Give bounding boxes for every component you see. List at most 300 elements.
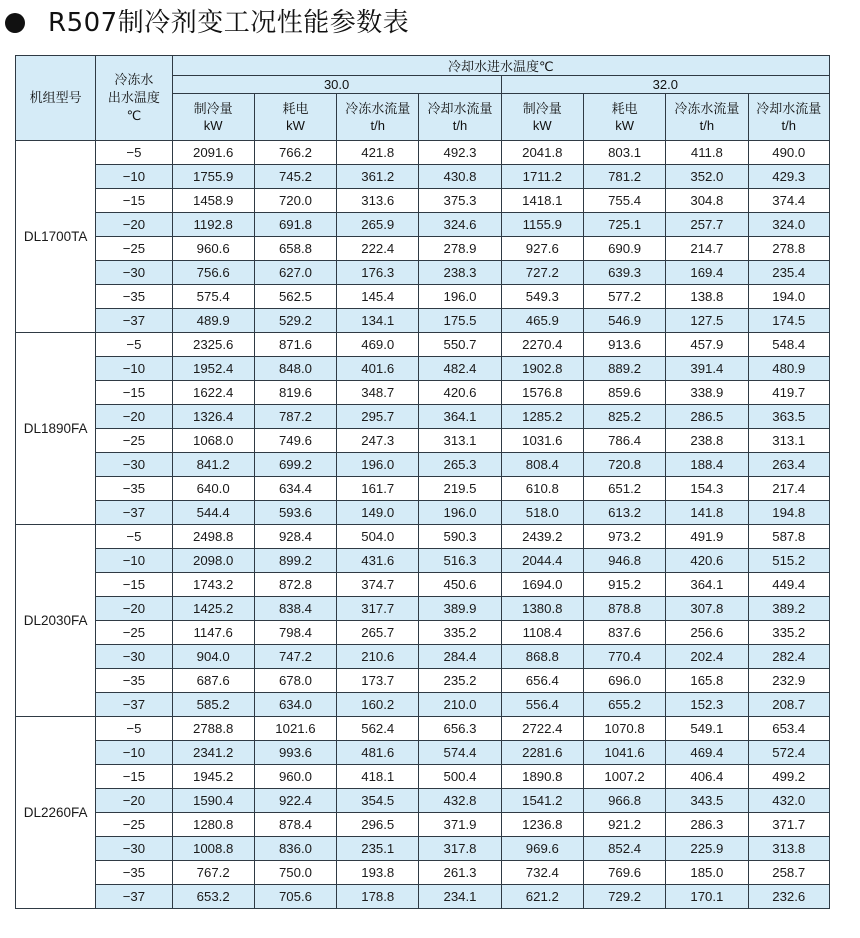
value-cell: 348.7 (337, 381, 419, 405)
value-cell: 515.2 (748, 549, 829, 573)
table-row (16, 669, 830, 693)
value-cell: 2325.6 (172, 333, 254, 357)
value-cell: 421.8 (337, 141, 419, 165)
value-cell: 913.6 (583, 333, 665, 357)
value-cell: 154.3 (666, 477, 748, 501)
value-cell: 2281.6 (501, 741, 583, 765)
chilled-temp-cell: −35 (96, 861, 172, 885)
value-cell: 420.6 (666, 549, 748, 573)
column-header (172, 94, 254, 141)
value-cell: 1622.4 (172, 381, 254, 405)
value-cell: 145.4 (337, 285, 419, 309)
value-cell: 364.1 (666, 573, 748, 597)
bullet-icon (5, 13, 25, 33)
table-row (16, 813, 830, 837)
value-cell: 202.4 (666, 645, 748, 669)
value-cell: 634.0 (254, 693, 336, 717)
value-cell: 469.4 (666, 741, 748, 765)
value-cell: 1285.2 (501, 405, 583, 429)
value-cell: 431.6 (337, 549, 419, 573)
value-cell: 720.8 (583, 453, 665, 477)
value-cell: 500.4 (419, 765, 501, 789)
value-cell: 481.6 (337, 741, 419, 765)
table-row (16, 381, 830, 405)
value-cell: 767.2 (172, 861, 254, 885)
table-row (16, 549, 830, 573)
value-cell: 317.7 (337, 597, 419, 621)
value-cell: 235.2 (419, 669, 501, 693)
chilled-temp-cell: −20 (96, 405, 172, 429)
value-cell: 960.6 (172, 237, 254, 261)
chilled-temp-cell: −5 (96, 333, 172, 357)
value-cell: 549.3 (501, 285, 583, 309)
value-cell: 966.8 (583, 789, 665, 813)
value-cell: 499.2 (748, 765, 829, 789)
value-cell: 286.5 (666, 405, 748, 429)
value-cell: 556.4 (501, 693, 583, 717)
value-cell: 613.2 (583, 501, 665, 525)
value-cell: 134.1 (337, 309, 419, 333)
value-cell: 1743.2 (172, 573, 254, 597)
table-row (16, 597, 830, 621)
value-cell: 690.9 (583, 237, 665, 261)
value-cell: 878.4 (254, 813, 336, 837)
value-cell: 687.6 (172, 669, 254, 693)
value-cell: 1945.2 (172, 765, 254, 789)
value-cell: 518.0 (501, 501, 583, 525)
value-cell: 430.8 (419, 165, 501, 189)
table-row (16, 237, 830, 261)
value-cell: 1007.2 (583, 765, 665, 789)
value-cell: 651.2 (583, 477, 665, 501)
value-cell: 352.0 (666, 165, 748, 189)
value-cell: 375.3 (419, 189, 501, 213)
value-cell: 295.7 (337, 405, 419, 429)
column-header (748, 94, 829, 141)
value-cell: 655.2 (583, 693, 665, 717)
column-header-name: 耗电 (611, 101, 638, 116)
value-cell: 2041.8 (501, 141, 583, 165)
table-row (16, 333, 830, 357)
value-cell: 725.1 (583, 213, 665, 237)
value-cell: 420.6 (419, 381, 501, 405)
value-cell: 960.0 (254, 765, 336, 789)
chilled-temp-cell: −5 (96, 525, 172, 549)
table-header (16, 56, 830, 141)
table-row (16, 741, 830, 765)
value-cell: 234.1 (419, 885, 501, 909)
chilled-temp-cell: −37 (96, 693, 172, 717)
chilled-temp-cell: −5 (96, 141, 172, 165)
value-cell: 658.8 (254, 237, 336, 261)
value-cell: 307.8 (666, 597, 748, 621)
value-cell: 848.0 (254, 357, 336, 381)
value-cell: 678.0 (254, 669, 336, 693)
value-cell: 232.6 (748, 885, 829, 909)
value-cell: 756.6 (172, 261, 254, 285)
value-cell: 562.5 (254, 285, 336, 309)
table-row (16, 789, 830, 813)
value-cell: 786.4 (583, 429, 665, 453)
value-cell: 364.1 (419, 405, 501, 429)
table-row (16, 717, 830, 741)
column-header-unit: t/h (370, 118, 385, 133)
value-cell: 1694.0 (501, 573, 583, 597)
value-cell: 284.4 (419, 645, 501, 669)
performance-table (15, 55, 830, 909)
value-cell: 343.5 (666, 789, 748, 813)
value-cell: 878.8 (583, 597, 665, 621)
value-cell: 174.5 (748, 309, 829, 333)
value-cell: 504.0 (337, 525, 419, 549)
value-cell: 516.3 (419, 549, 501, 573)
value-cell: 1192.8 (172, 213, 254, 237)
value-cell: 798.4 (254, 621, 336, 645)
value-cell: 127.5 (666, 309, 748, 333)
table-row (16, 141, 830, 165)
table-row (16, 189, 830, 213)
value-cell: 1380.8 (501, 597, 583, 621)
value-cell: 361.2 (337, 165, 419, 189)
value-cell: 656.4 (501, 669, 583, 693)
chilled-temp-cell: −30 (96, 837, 172, 861)
value-cell: 391.4 (666, 357, 748, 381)
column-header-name: 冷冻水流量 (674, 101, 740, 116)
value-cell: 278.9 (419, 237, 501, 261)
value-cell: 196.0 (337, 453, 419, 477)
value-cell: 208.7 (748, 693, 829, 717)
value-cell: 836.0 (254, 837, 336, 861)
value-cell: 188.4 (666, 453, 748, 477)
model-column-header: 机组型号 (16, 56, 96, 141)
table-row (16, 285, 830, 309)
value-cell: 141.8 (666, 501, 748, 525)
value-cell: 770.4 (583, 645, 665, 669)
value-cell: 406.4 (666, 765, 748, 789)
value-cell: 173.7 (337, 669, 419, 693)
chilled-temp-header-line3: ℃ (126, 108, 142, 123)
column-header-name: 冷却水流量 (427, 101, 493, 116)
value-cell: 889.2 (583, 357, 665, 381)
value-cell: 338.9 (666, 381, 748, 405)
value-cell: 263.4 (748, 453, 829, 477)
value-cell: 313.1 (419, 429, 501, 453)
value-cell: 170.1 (666, 885, 748, 909)
value-cell: 238.3 (419, 261, 501, 285)
value-cell: 1108.4 (501, 621, 583, 645)
chilled-temp-cell: −15 (96, 765, 172, 789)
value-cell: 1147.6 (172, 621, 254, 645)
value-cell: 152.3 (666, 693, 748, 717)
value-cell: 562.4 (337, 717, 419, 741)
value-cell: 282.4 (748, 645, 829, 669)
table-row (16, 837, 830, 861)
table-row (16, 525, 830, 549)
value-cell: 432.8 (419, 789, 501, 813)
value-cell: 176.3 (337, 261, 419, 285)
value-cell: 838.4 (254, 597, 336, 621)
value-cell: 313.6 (337, 189, 419, 213)
value-cell: 572.4 (748, 741, 829, 765)
column-header (666, 94, 748, 141)
value-cell: 803.1 (583, 141, 665, 165)
value-cell: 808.4 (501, 453, 583, 477)
value-cell: 169.4 (666, 261, 748, 285)
chilled-temp-cell: −15 (96, 381, 172, 405)
value-cell: 490.0 (748, 141, 829, 165)
value-cell: 257.7 (666, 213, 748, 237)
chilled-temp-cell: −10 (96, 165, 172, 189)
value-cell: 194.0 (748, 285, 829, 309)
table-row (16, 213, 830, 237)
value-cell: 1236.8 (501, 813, 583, 837)
value-cell: 1155.9 (501, 213, 583, 237)
column-header (337, 94, 419, 141)
value-cell: 261.3 (419, 861, 501, 885)
value-cell: 480.9 (748, 357, 829, 381)
value-cell: 585.2 (172, 693, 254, 717)
value-cell: 1280.8 (172, 813, 254, 837)
column-header (583, 94, 665, 141)
value-cell: 165.8 (666, 669, 748, 693)
value-cell: 1418.1 (501, 189, 583, 213)
value-cell: 755.4 (583, 189, 665, 213)
value-cell: 419.7 (748, 381, 829, 405)
value-cell: 2788.8 (172, 717, 254, 741)
column-header-name: 制冷量 (522, 101, 562, 116)
chilled-temp-column-header (96, 56, 172, 141)
column-header-unit: kW (203, 118, 223, 133)
value-cell: 915.2 (583, 573, 665, 597)
value-cell: 653.2 (172, 885, 254, 909)
table-row (16, 501, 830, 525)
value-cell: 2044.4 (501, 549, 583, 573)
value-cell: 278.8 (748, 237, 829, 261)
value-cell: 389.2 (748, 597, 829, 621)
value-cell: 705.6 (254, 885, 336, 909)
value-cell: 921.2 (583, 813, 665, 837)
value-cell: 1711.2 (501, 165, 583, 189)
value-cell: 1755.9 (172, 165, 254, 189)
value-cell: 993.6 (254, 741, 336, 765)
table-row (16, 405, 830, 429)
value-cell: 610.8 (501, 477, 583, 501)
value-cell: 2341.2 (172, 741, 254, 765)
chilled-temp-cell: −25 (96, 237, 172, 261)
value-cell: 2439.2 (501, 525, 583, 549)
value-cell: 868.8 (501, 645, 583, 669)
value-cell: 185.0 (666, 861, 748, 885)
group-header-30: 30.0 (172, 76, 501, 94)
value-cell: 265.7 (337, 621, 419, 645)
value-cell: 549.1 (666, 717, 748, 741)
chilled-temp-cell: −30 (96, 453, 172, 477)
value-cell: 193.8 (337, 861, 419, 885)
value-cell: 411.8 (666, 141, 748, 165)
table-row (16, 429, 830, 453)
value-cell: 732.4 (501, 861, 583, 885)
value-cell: 1008.8 (172, 837, 254, 861)
value-cell: 161.7 (337, 477, 419, 501)
column-header-unit: kW (615, 118, 634, 133)
value-cell: 324.6 (419, 213, 501, 237)
table-row (16, 765, 830, 789)
chilled-temp-cell: −35 (96, 669, 172, 693)
chilled-temp-cell: −25 (96, 621, 172, 645)
table-row (16, 309, 830, 333)
value-cell: 1031.6 (501, 429, 583, 453)
table-body (16, 141, 830, 909)
value-cell: 640.0 (172, 477, 254, 501)
column-header-unit: kW (286, 118, 305, 133)
title-row (0, 0, 860, 46)
value-cell: 841.2 (172, 453, 254, 477)
chilled-temp-cell: −10 (96, 549, 172, 573)
value-cell: 138.8 (666, 285, 748, 309)
value-cell: 2091.6 (172, 141, 254, 165)
value-cell: 222.4 (337, 237, 419, 261)
value-cell: 696.0 (583, 669, 665, 693)
value-cell: 401.6 (337, 357, 419, 381)
value-cell: 819.6 (254, 381, 336, 405)
value-cell: 590.3 (419, 525, 501, 549)
value-cell: 296.5 (337, 813, 419, 837)
value-cell: 769.6 (583, 861, 665, 885)
column-header-unit: kW (532, 118, 552, 133)
column-header-unit: t/h (699, 118, 715, 133)
value-cell: 639.3 (583, 261, 665, 285)
value-cell: 1070.8 (583, 717, 665, 741)
chilled-temp-cell: −25 (96, 813, 172, 837)
value-cell: 750.0 (254, 861, 336, 885)
value-cell: 238.8 (666, 429, 748, 453)
value-cell: 335.2 (748, 621, 829, 645)
value-cell: 922.4 (254, 789, 336, 813)
value-cell: 781.2 (583, 165, 665, 189)
value-cell: 235.1 (337, 837, 419, 861)
model-cell: DL2030FA (16, 525, 96, 717)
value-cell: 354.5 (337, 789, 419, 813)
value-cell: 371.9 (419, 813, 501, 837)
value-cell: 247.3 (337, 429, 419, 453)
table-row (16, 453, 830, 477)
value-cell: 194.8 (748, 501, 829, 525)
value-cell: 450.6 (419, 573, 501, 597)
value-cell: 418.1 (337, 765, 419, 789)
value-cell: 265.3 (419, 453, 501, 477)
value-cell: 1326.4 (172, 405, 254, 429)
value-cell: 449.4 (748, 573, 829, 597)
value-cell: 1041.6 (583, 741, 665, 765)
value-cell: 2722.4 (501, 717, 583, 741)
value-cell: 1576.8 (501, 381, 583, 405)
value-cell: 787.2 (254, 405, 336, 429)
value-cell: 210.0 (419, 693, 501, 717)
value-cell: 363.5 (748, 405, 829, 429)
table-row (16, 165, 830, 189)
table-row (16, 477, 830, 501)
chilled-temp-header-line2: 出水温度 (107, 90, 160, 105)
value-cell: 175.5 (419, 309, 501, 333)
value-cell: 593.6 (254, 501, 336, 525)
column-header (419, 94, 501, 141)
value-cell: 374.7 (337, 573, 419, 597)
value-cell: 747.2 (254, 645, 336, 669)
value-cell: 550.7 (419, 333, 501, 357)
column-header-name: 制冷量 (193, 101, 233, 116)
value-cell: 429.3 (748, 165, 829, 189)
value-cell: 265.9 (337, 213, 419, 237)
model-cell: DL1700TA (16, 141, 96, 333)
value-cell: 2498.8 (172, 525, 254, 549)
chilled-temp-cell: −20 (96, 597, 172, 621)
column-header-name: 冷冻水流量 (345, 101, 411, 116)
value-cell: 469.0 (337, 333, 419, 357)
value-cell: 225.9 (666, 837, 748, 861)
value-cell: 745.2 (254, 165, 336, 189)
value-cell: 621.2 (501, 885, 583, 909)
value-cell: 304.8 (666, 189, 748, 213)
value-cell: 574.4 (419, 741, 501, 765)
page-title: R507制冷剂变工况性能参数表 (48, 8, 410, 38)
chilled-temp-cell: −35 (96, 285, 172, 309)
value-cell: 371.7 (748, 813, 829, 837)
model-cell: DL2260FA (16, 717, 96, 909)
value-cell: 389.9 (419, 597, 501, 621)
value-cell: 927.6 (501, 237, 583, 261)
value-cell: 2098.0 (172, 549, 254, 573)
value-cell: 374.4 (748, 189, 829, 213)
chilled-temp-cell: −37 (96, 501, 172, 525)
value-cell: 587.8 (748, 525, 829, 549)
value-cell: 1021.6 (254, 717, 336, 741)
value-cell: 1952.4 (172, 357, 254, 381)
value-cell: 634.4 (254, 477, 336, 501)
value-cell: 1068.0 (172, 429, 254, 453)
value-cell: 219.5 (419, 477, 501, 501)
table-row (16, 261, 830, 285)
value-cell: 1890.8 (501, 765, 583, 789)
table-row (16, 357, 830, 381)
value-cell: 178.8 (337, 885, 419, 909)
value-cell: 149.0 (337, 501, 419, 525)
table-row (16, 573, 830, 597)
value-cell: 766.2 (254, 141, 336, 165)
value-cell: 313.8 (748, 837, 829, 861)
chilled-temp-cell: −15 (96, 573, 172, 597)
value-cell: 492.3 (419, 141, 501, 165)
column-header (254, 94, 336, 141)
chilled-temp-cell: −37 (96, 309, 172, 333)
model-cell: DL1890FA (16, 333, 96, 525)
value-cell: 1541.2 (501, 789, 583, 813)
column-header (501, 94, 583, 141)
column-header-unit: t/h (781, 118, 796, 133)
value-cell: 904.0 (172, 645, 254, 669)
column-header-unit: t/h (452, 118, 468, 133)
value-cell: 544.4 (172, 501, 254, 525)
value-cell: 1590.4 (172, 789, 254, 813)
chilled-temp-cell: −25 (96, 429, 172, 453)
chilled-temp-cell: −35 (96, 477, 172, 501)
value-cell: 577.2 (583, 285, 665, 309)
value-cell: 899.2 (254, 549, 336, 573)
value-cell: 258.7 (748, 861, 829, 885)
table-row (16, 885, 830, 909)
value-cell: 548.4 (748, 333, 829, 357)
value-cell: 313.1 (748, 429, 829, 453)
chilled-temp-cell: −37 (96, 885, 172, 909)
